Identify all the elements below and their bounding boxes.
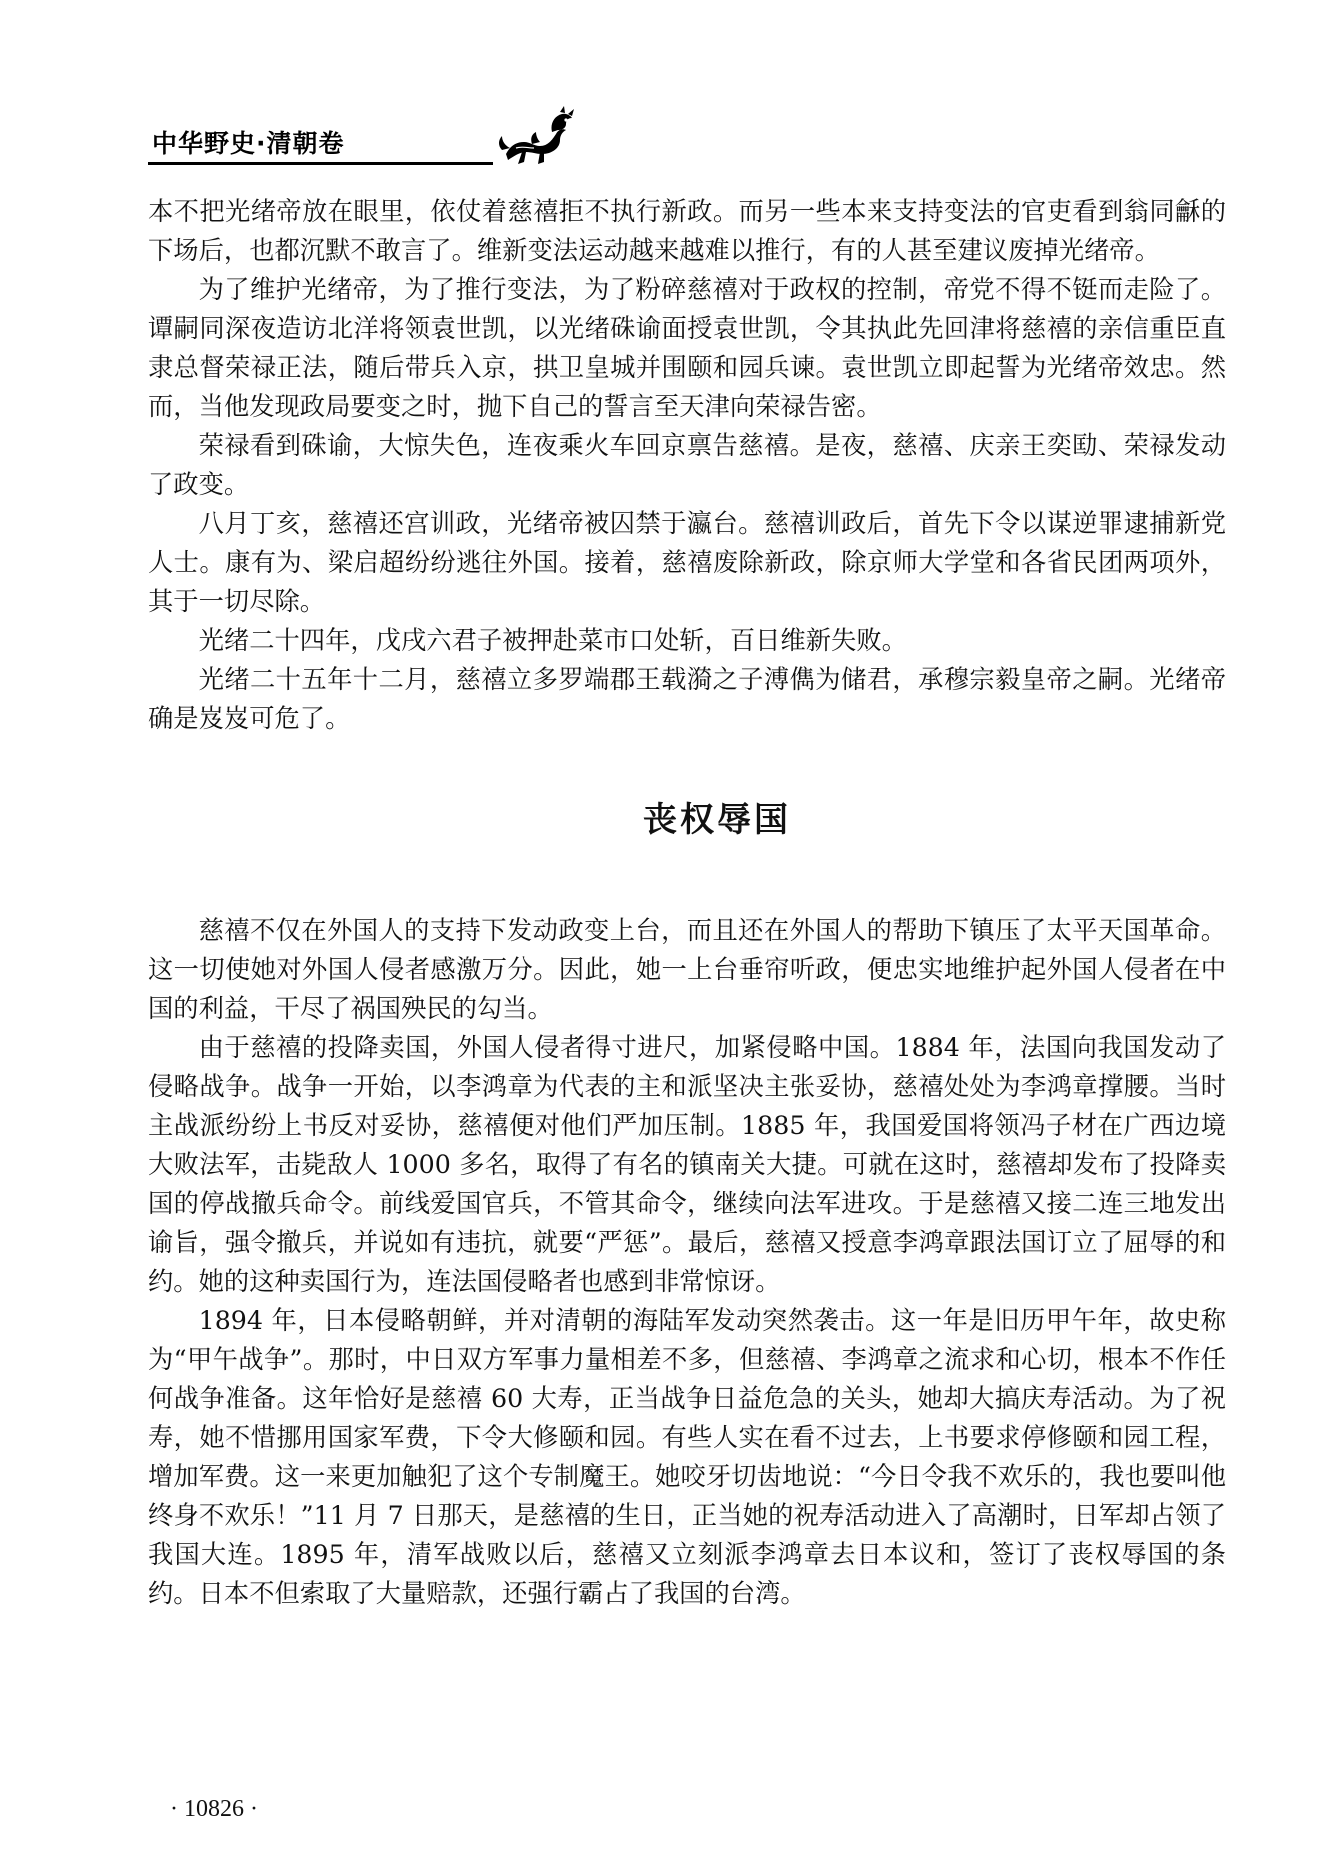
paragraph: 慈禧不仅在外国人的支持下发动政变上台，而且还在外国人的帮助下镇压了太平天国革命。这一切使她对外国人侵者感激万分。因此，她一上台垂帘听政，便忠实地维护起外国人侵者在中国的利益，干尽了祸国殃民的勾当。	[148, 916, 1226, 1023]
page-header	[148, 116, 1228, 162]
paragraph: 光绪二十五年十二月，慈禧立多罗端郡王载漪之子溥儁为储君，承穆宗毅皇帝之嗣。光绪帝确是岌岌可危了。	[148, 665, 1226, 733]
dragon-icon	[496, 106, 578, 168]
header-rule	[148, 162, 493, 165]
section-title: 丧权辱国	[643, 800, 791, 840]
paragraph: 荣禄看到硃谕，大惊失色，连夜乘火车回京禀告慈禧。是夜，慈禧、庆亲王奕劻、荣禄发动了政变。	[148, 431, 1226, 499]
paragraph: 为了维护光绪帝，为了推行变法，为了粉碎慈禧对于政权的控制，帝党不得不铤而走险了。谭嗣同深夜造访北洋将领袁世凯，以光绪硃谕面授袁世凯，令其执此先回津将慈禧的亲信重臣直隶总督荣禄正法，随后带兵入京，拱卫皇城并围颐和园兵谏。袁世凯立即起誓为光绪帝效忠。然而，当他发现政局要变之时，抛下自己的誓言至天津向荣禄告密。	[148, 275, 1226, 421]
page-body	[148, 192, 1226, 1613]
paragraph: 1894 年，日本侵略朝鲜，并对清朝的海陆军发动突然袭击。这一年是旧历甲午年，故史称为“甲午战争”。那时，中日双方军事力量相差不多，但慈禧、李鸿章之流求和心切，根本不作任何战争准备。这年恰好是慈禧 60 大寿，正当战争日益危急的关头，她却大搞庆寿活动。为了祝寿，她不惜挪用国家军费，下令大修颐和园。有些人实在看不过去，上书要求停修颐和园工程，增加军费。这一来更加触犯了这个专制魔王。她咬牙切齿地说：“今日令我不欢乐的，我也要叫他终身不欢乐！”11 月 7 日那天，是慈禧的生日，正当她的祝寿活动进入了高潮时，日军却占领了我国大连。1895 年，清军战败以后，慈禧又立刻派李鸿章去日本议和，签订了丧权辱国的条约。日本不但索取了大量赔款，还强行霸占了我国的台湾。	[148, 1306, 1226, 1608]
book-title: 中华野史·清朝卷	[152, 129, 345, 158]
page-number: · 10826 ·	[170, 1796, 258, 1822]
paragraph: 八月丁亥，慈禧还宫训政，光绪帝被囚禁于瀛台。慈禧训政后，首先下令以谋逆罪逮捕新党人士。康有为、梁启超纷纷逃往外国。接着，慈禧废除新政，除京师大学堂和各省民团两项外，其于一切尽除。	[148, 509, 1226, 616]
paragraph: 光绪二十四年，戊戌六君子被押赴菜市口处斩，百日维新失败。	[198, 626, 907, 655]
paragraph: 由于慈禧的投降卖国，外国人侵者得寸进尺，加紧侵略中国。1884 年，法国向我国发动了侵略战争。战争一开始，以李鸿章为代表的主和派坚决主张妥协，慈禧处处为李鸿章撑腰。当时主战派纷纷上书反对妥协，慈禧便对他们严加压制。1885 年，我国爱国将领冯子材在广西边境大败法军，击毙敌人 1000 多名，取得了有名的镇南关大捷。可就在这时，慈禧却发布了投降卖国的停战撤兵命令。前线爱国官兵，不管其命令，继续向法军进攻。于是慈禧又接二连三地发出谕旨，强令撤兵，并说如有违抗，就要“严惩”。最后，慈禧又授意李鸿章跟法国订立了屈辱的和约。她的这种卖国行为，连法国侵略者也感到非常惊讶。	[148, 1033, 1226, 1296]
paragraph: 本不把光绪帝放在眼里，依仗着慈禧拒不执行新政。而另一些本来支持变法的官吏看到翁同龢的下场后，也都沉默不敢言了。维新变法运动越来越难以推行，有的人甚至建议废掉光绪帝。	[148, 197, 1226, 265]
